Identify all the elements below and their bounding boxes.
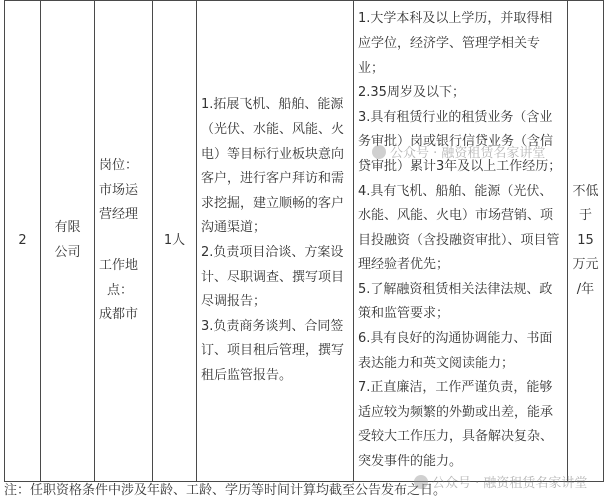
duty-item: 1.拓展飞机、船舶、能源（光伏、水能、风能、火电）等目标行业板块意向客户，进行客户拜访和需求挖掘，建立顺畅的客户沟通渠道；	[201, 97, 345, 236]
requirement-item: 2.35周岁及以下；	[358, 85, 465, 101]
location-value: 成都市	[99, 307, 139, 323]
salary-line: 于	[578, 208, 592, 224]
location-label-line: 工作地	[99, 258, 139, 273]
duty-item: 2.负责项目洽谈、方案设计、尽职调查、撰写项目尽调报告；	[201, 245, 345, 310]
requirements-cell	[354, 1, 568, 482]
requirement-item: 4.具有飞机、船舶、能源（光伏、水能、风能、火电）市场营销、项目投融资（含投融资审批）、项目管理经验者优先；	[358, 183, 560, 273]
row-number: 2	[18, 232, 27, 248]
salary-line: 万元	[572, 257, 599, 273]
position-cell	[95, 1, 153, 482]
row-number-cell	[5, 1, 41, 482]
requirement-item: 6.具有良好的沟通协调能力、书面表达能力和英文阅读能力；	[358, 331, 553, 371]
salary-line: /年	[576, 281, 595, 297]
company-name-line: 公司	[54, 245, 81, 260]
headcount-cell	[153, 1, 197, 482]
company-name-line: 有限	[54, 220, 81, 236]
salary-line: 15	[577, 232, 594, 248]
requirement-item: 3.具有租赁行业的租赁业务（含业务审批）岗或银行信贷业务（含信贷审批）累计3年及以上工作经历；	[358, 109, 562, 174]
salary-cell	[568, 1, 604, 482]
table-row	[5, 1, 604, 482]
requirement-item: 5.了解融资租赁相关法律法规、政策和监管要求；	[358, 281, 553, 322]
position-name-line: 营经理	[99, 207, 139, 223]
salary-line: 不低	[572, 183, 599, 199]
requirement-item: 1.大学本科及以上学历，并取得相应学位，经济学、管理学相关专业；	[358, 11, 553, 76]
headcount: 1人	[163, 232, 186, 248]
requirement-item: 7.正直廉洁，工作严谨负责，能够适应较为频繁的外勤或出差，能承受较大工作压力，具备解决复杂、突发事件的能力。	[358, 380, 554, 470]
position-label: 岗位：	[99, 158, 139, 174]
footnote: 注：任职资格条件中涉及年龄、工龄、学历等时间计算均截至公告发布之日。	[4, 483, 447, 498]
company-cell	[41, 1, 95, 482]
position-name-line: 市场运	[99, 182, 139, 198]
duty-item: 3.负责商务谈判、合同签订、项目租后管理，撰写租后监管报告。	[201, 318, 345, 383]
job-table	[4, 0, 604, 482]
watermark-text: 公众号 · 融资租赁名家讲堂	[390, 146, 546, 161]
location-label-line: 点：	[107, 282, 134, 298]
watermark-text: 公众号 · 融资租赁名家讲堂	[432, 476, 588, 491]
duties-cell	[197, 1, 354, 482]
